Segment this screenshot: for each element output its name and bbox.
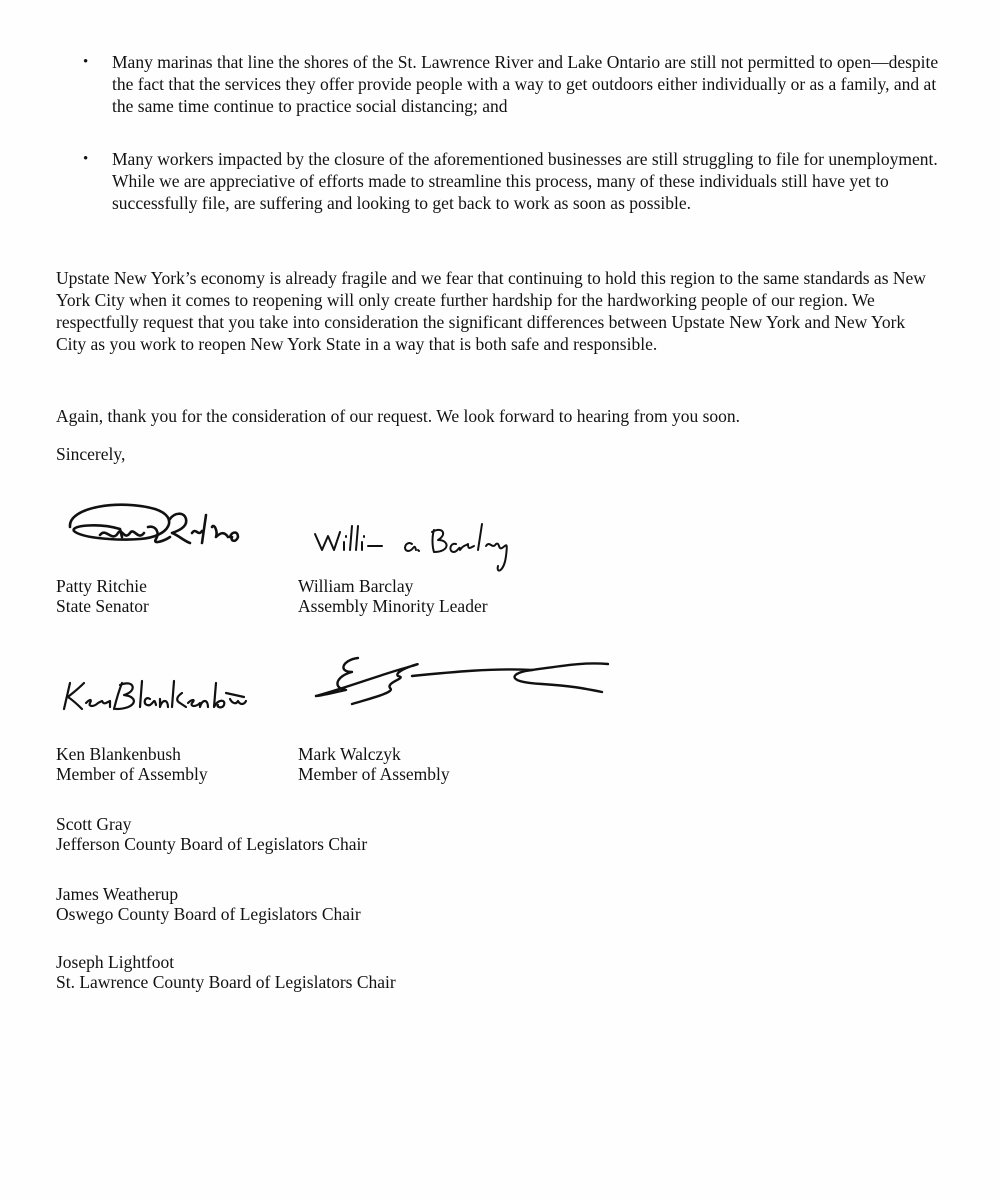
signatory-title: Member of Assembly <box>56 764 208 784</box>
signatory-mark-walczyk <box>298 744 450 784</box>
signatory-title: St. Lawrence County Board of Legislators Chair <box>56 972 396 992</box>
signature-william-barclay <box>310 520 540 578</box>
signatory-title: Oswego County Board of Legislators Chair <box>56 904 361 924</box>
signature-mark-walczyk <box>312 652 612 712</box>
signatory-name: Scott Gray <box>56 814 132 834</box>
signatory-name: William Barclay <box>298 576 414 596</box>
signatory-william-barclay <box>298 576 488 616</box>
signatory-name: Joseph Lightfoot <box>56 952 175 972</box>
signatory-patty-ritchie <box>56 576 149 616</box>
body-paragraph-economy: Upstate New York’s economy is already fragile and we fear that continuing to hold this region to the same standards as New York City when it comes to reopening will only create further hardship for the hardworking people of our region. We respectfully request that you take into consideration the significant differences between Upstate New York and New York City as you work to reopen New York State in a way that is both safe and responsible. <box>56 268 926 354</box>
signatory-name: Patty Ritchie <box>56 576 147 596</box>
signatory-name: Ken Blankenbush <box>56 744 181 764</box>
bullet-dot: • <box>83 151 89 167</box>
signatory-name: James Weatherup <box>56 884 179 904</box>
bullet-text: Many workers impacted by the closure of the aforementioned businesses are still struggling to file for unemployment. While we are appreciative of efforts made to streamline this process, many of these individuals still have yet to successfully file, are suffering and looking to get back to work as soon as possible. <box>112 149 938 213</box>
signatory-title: State Senator <box>56 596 149 616</box>
signature-ken-blankenbush <box>60 675 250 719</box>
signatory-title: Jefferson County Board of Legislators Chair <box>56 834 368 854</box>
signatory-ken-blankenbush <box>56 744 208 784</box>
signatory-title: Assembly Minority Leader <box>298 596 488 616</box>
bullet-text: Many marinas that line the shores of the St. Lawrence River and Lake Ontario are still not permitted to open—despite the fact that the services they offer provide people with a way to get outdoors either individually or as a family, and at the same time continue to practice social distancing; and <box>112 52 939 116</box>
closing-salutation: Sincerely, <box>56 444 126 464</box>
signatory-joseph-lightfoot <box>56 952 396 992</box>
bullet-item-unemployment <box>83 148 952 214</box>
signatory-name: Mark Walczyk <box>298 744 401 764</box>
signatory-scott-gray <box>56 814 367 854</box>
signatory-james-weatherup <box>56 884 361 924</box>
body-paragraph-thanks: Again, thank you for the consideration of our request. We look forward to hearing from you soon. <box>56 406 741 426</box>
bullet-dot: • <box>83 54 89 70</box>
signature-patty-ritchie <box>60 497 260 559</box>
signatory-title: Member of Assembly <box>298 764 450 784</box>
bullet-item-marinas <box>83 51 952 117</box>
